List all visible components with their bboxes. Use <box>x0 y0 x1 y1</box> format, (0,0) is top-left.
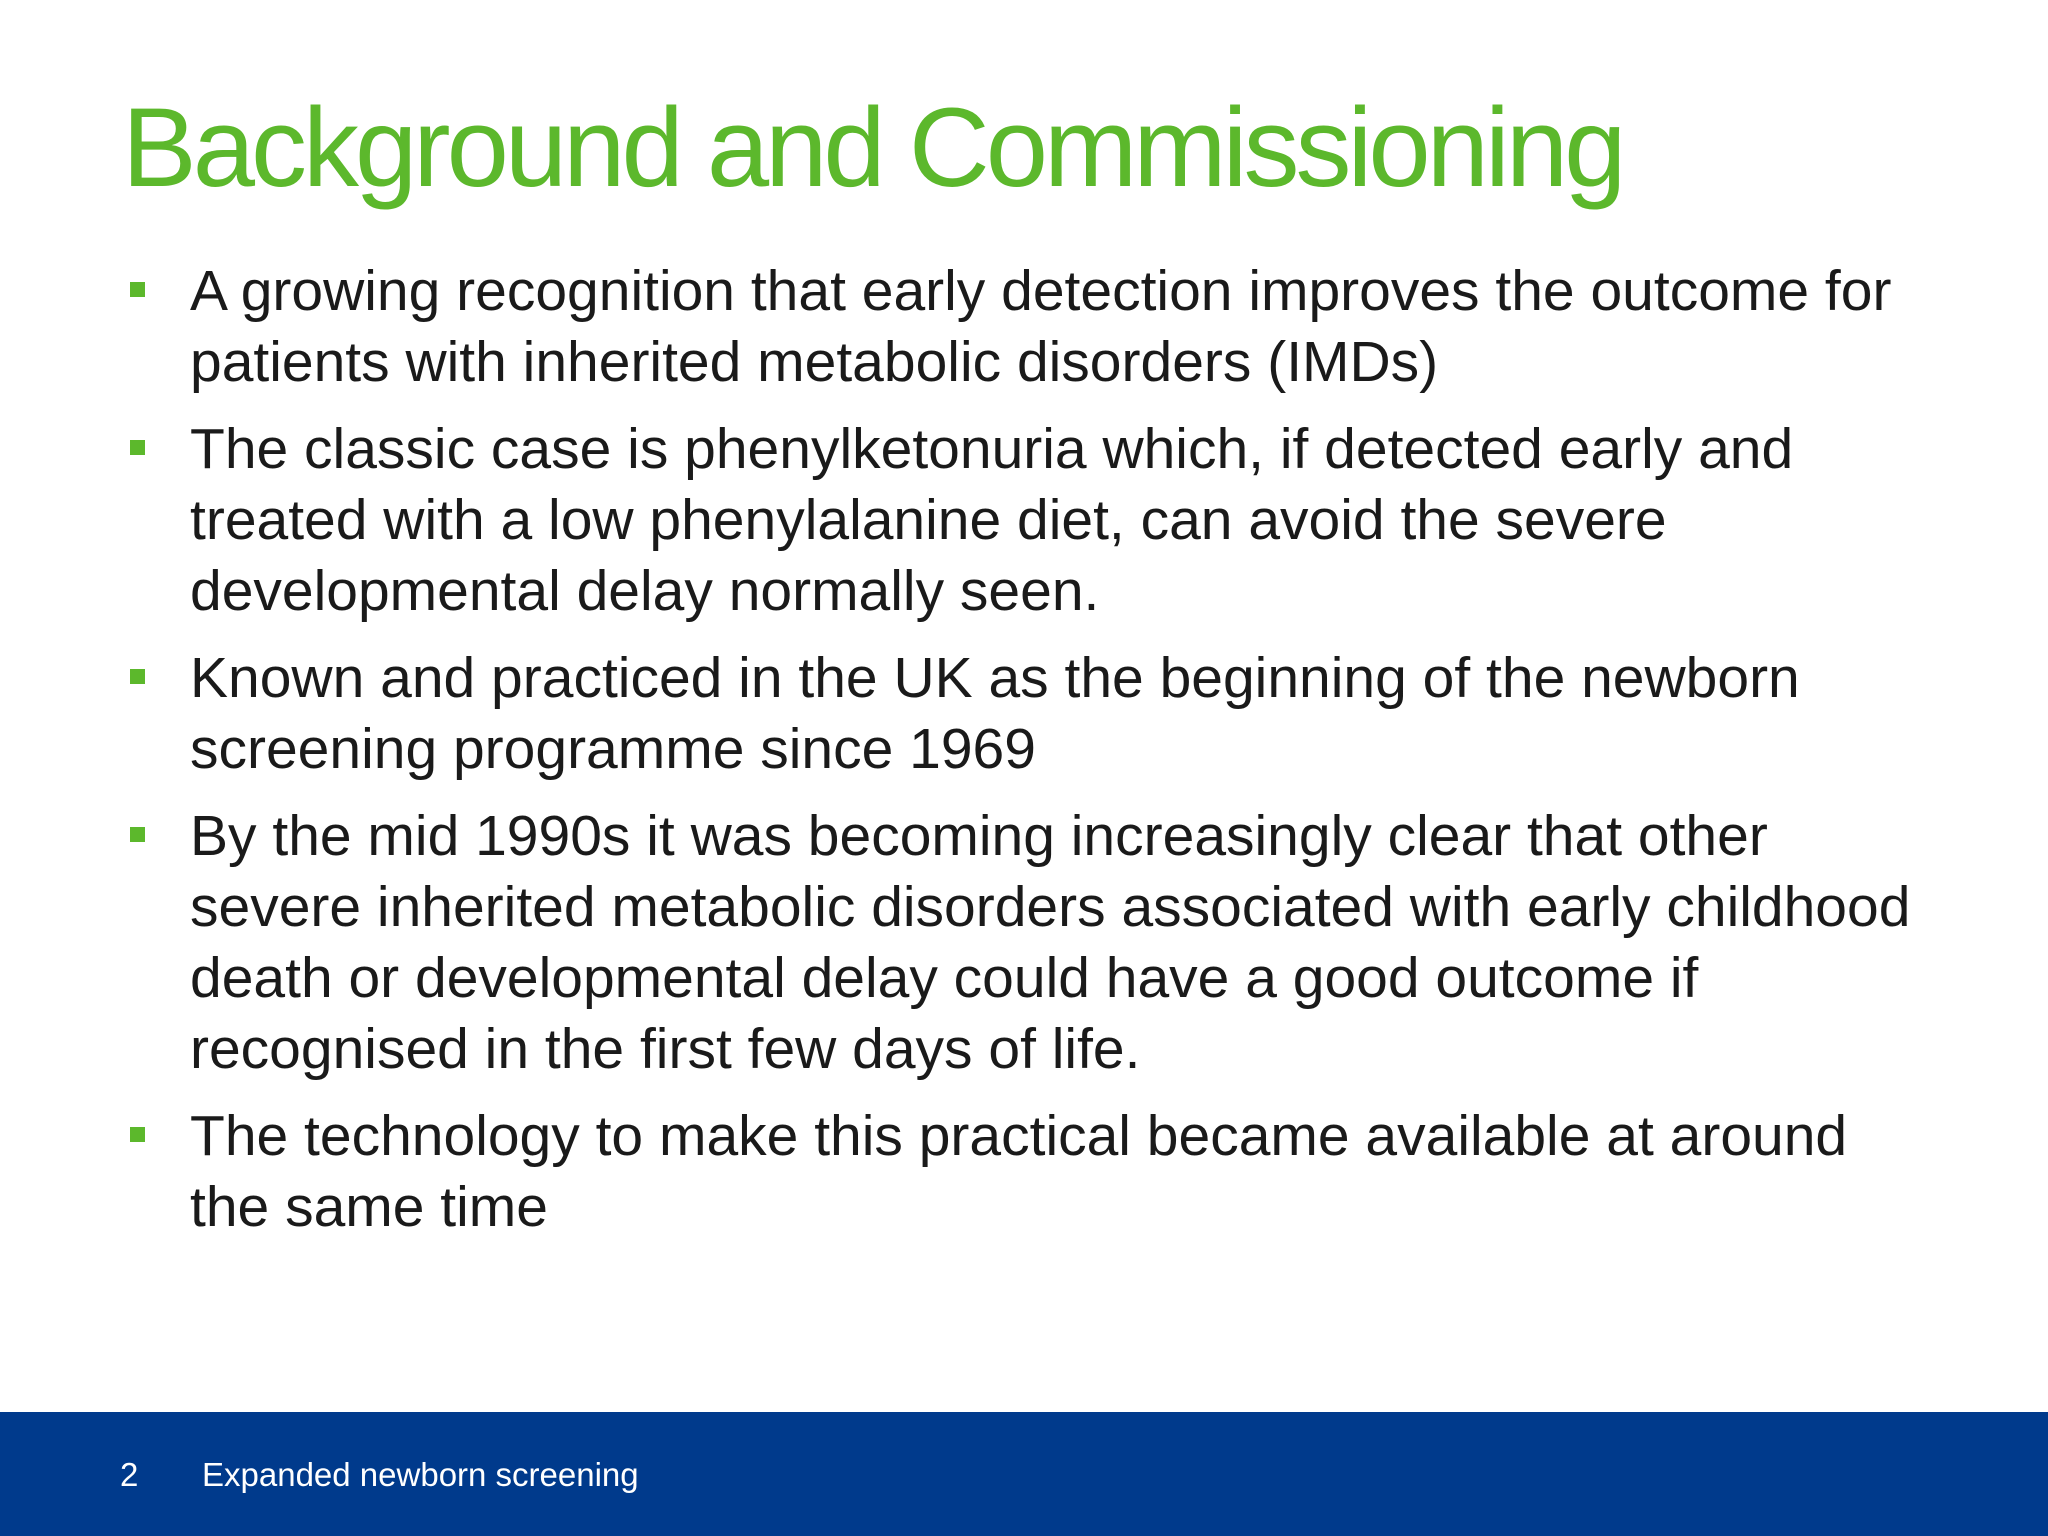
bullet-text: The classic case is phenylketonuria which, if detected early and treated with a low phenylalanine diet, can avoid the severe developmental delay normally seen. <box>190 417 1794 623</box>
square-bullet-icon <box>130 669 145 684</box>
slide-title: Background and Commissioning <box>122 85 1623 210</box>
square-bullet-icon <box>130 827 145 842</box>
bullet-text: Known and practiced in the UK as the beginning of the newborn screening programme since 1969 <box>190 646 1800 781</box>
bullet-item <box>128 643 1928 785</box>
page-number: 2 <box>120 1456 139 1493</box>
bullet-text: By the mid 1990s it was becoming increasingly clear that other severe inherited metabolic disorders associated with early childhood death or developmental delay could have a good outcome if recognised in the first few days of life. <box>190 804 1911 1081</box>
bullet-item <box>128 801 1928 1085</box>
bullet-item <box>128 414 1928 627</box>
bullet-list <box>128 256 1928 1259</box>
square-bullet-icon <box>130 1127 145 1142</box>
square-bullet-icon <box>130 440 145 455</box>
footer-caption: Expanded newborn screening <box>202 1456 639 1493</box>
footer-bar <box>0 1412 2048 1536</box>
bullet-text: A growing recognition that early detection improves the outcome for patients with inherited metabolic disorders (IMDs) <box>190 259 1892 394</box>
bullet-item <box>128 256 1928 398</box>
square-bullet-icon <box>130 282 145 297</box>
bullet-item <box>128 1101 1928 1243</box>
bullet-text: The technology to make this practical became available at around the same time <box>190 1104 1848 1239</box>
